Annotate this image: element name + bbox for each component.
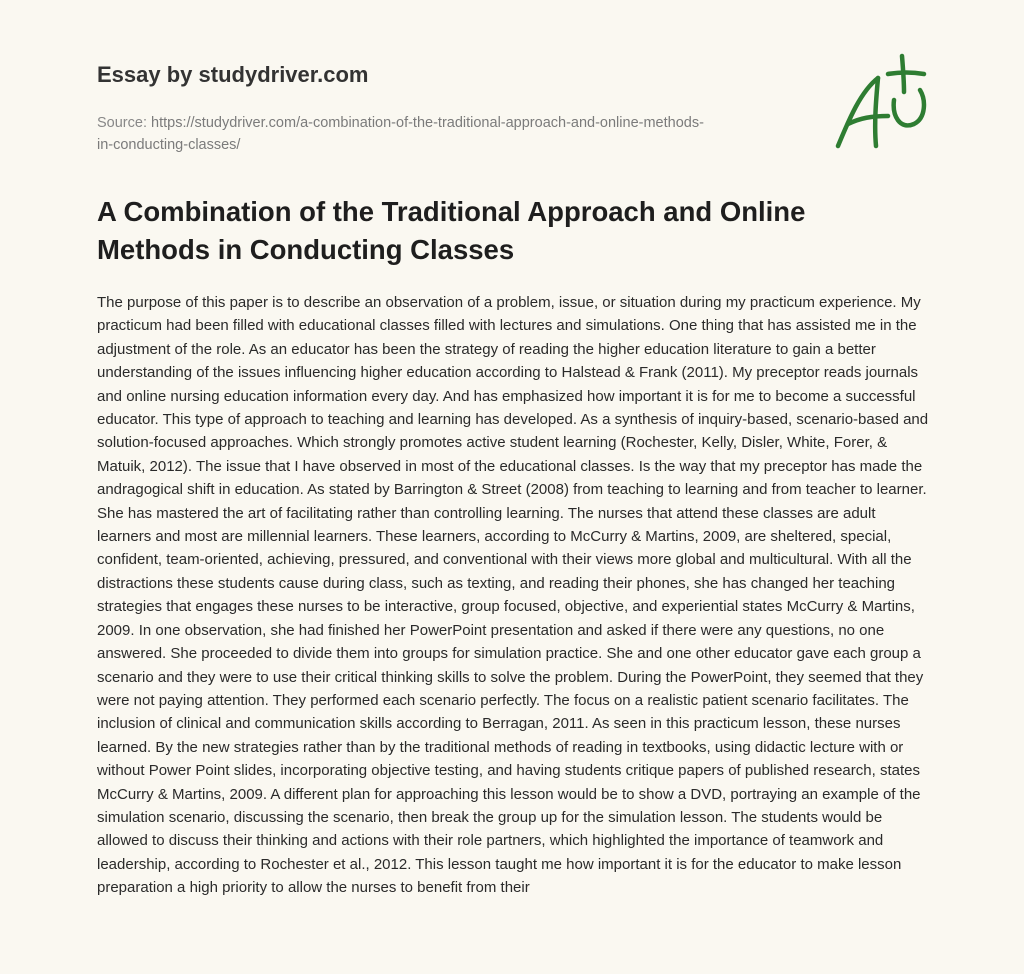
a-plus-logo-icon	[826, 42, 936, 162]
a-plus-logo	[826, 42, 936, 162]
source-link[interactable]: https://studydriver.com/a-combination-of-the-traditional-approach-and-online-methods-in-conducting-classes/	[97, 115, 704, 153]
document-title: A Combination of the Traditional Approach and Online Methods in Conducting Classes	[97, 196, 806, 265]
document-body: The purpose of this paper is to describe an observation of a problem, issue, or situation during my practicum experience. My practicum had been filled with educational classes filled with lectures and simulations. One thing that has assisted me in the adjustment of the role. As an educator has been the strategy of reading the higher education literature to gain a better understanding of the issues influencing higher education according to Halstead & Frank (2011). My preceptor reads journals and online nursing education information every day. And has emphasized how important it is for me to become a successful educator. This type of approach to teaching and learning has developed. As a synthesis of inquiry-based, scenario-based and solution-focused approaches. Which strongly promotes active student learning (Rochester, Kelly, Disler, White, Forer, & Matuik, 2012). The issue that I have observed in most of the educational classes. Is the way that my preceptor has made the andragogical shift in education. As stated by Barrington & Street (2008) from teaching to learning and from teacher to learner. She has mastered the art of facilitating rather than controlling learning. The nurses that attend these classes are adult learners and most are millennial learners. These learners, according to McCurry & Martins, 2009, are sheltered, special, confident, team-oriented, achieving, pressured, and conventional with their views more global and multicultural. With all the distractions these students cause during class, such as texting, and reading their phones, she has changed her teaching strategies that engages these nurses to be interactive, group focused, objective, and experiential states McCurry & Martins, 2009. In one observation, she had finished her PowerPoint presentation and asked if there were any questions, no one answered. She proceeded to divide them into groups for simulation practice. She and one other educator gave each group a scenario and they were to use their critical thinking skills to solve the problem. During the PowerPoint, they seemed that they were not paying attention. They performed each scenario perfectly. The focus on a realistic patient scenario facilitates. The inclusion of clinical and communication skills according to Berragan, 2011. As seen in this practicum lesson, these nurses learned. By the new strategies rather than by the traditional methods of reading in textbooks, using didactic lecture with or without Power Point slides, incorporating objective testing, and having students critique papers of published research, states McCurry & Martins, 2009. A different plan for approaching this lesson would be to show a DVD, portraying an example of the simulation scenario, discussing the scenario, then break the group up for the simulation lesson. The students would be allowed to discuss their thinking and actions with their role partners, which highlighted the importance of teamwork and leadership, according to Rochester et al., 2012. This lesson taught me how important it is for the educator to make lesson preparation a high priority to allow the nurses to benefit from their	[97, 294, 929, 897]
source-label: Source:	[97, 115, 147, 131]
site-title: Essay by studydriver.com	[97, 62, 369, 87]
source-line	[97, 112, 717, 156]
